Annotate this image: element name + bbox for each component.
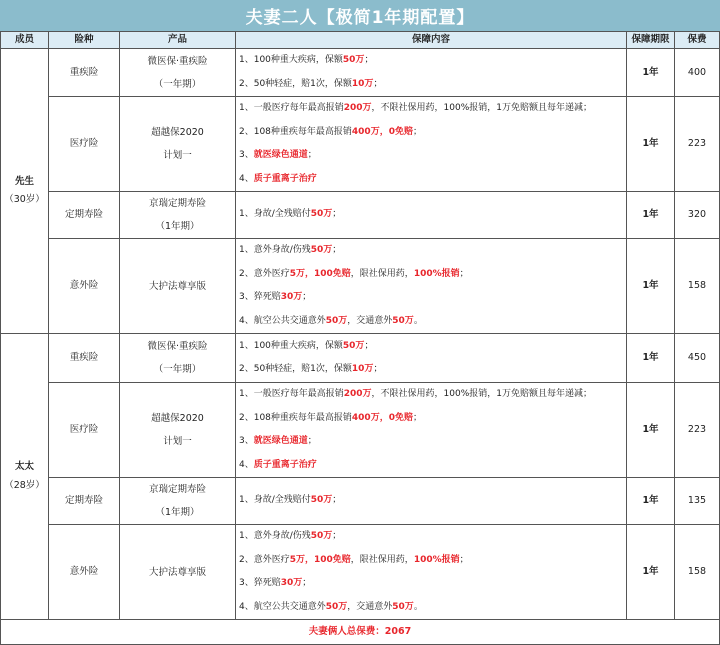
coverage-item xyxy=(239,383,626,407)
coverage-item xyxy=(239,358,626,382)
product-name-line: 大护法尊享版 xyxy=(148,566,206,578)
coverage-text: ； xyxy=(302,578,312,588)
coverage-term: 1年 xyxy=(627,478,675,525)
coverage-cell xyxy=(236,239,627,334)
premium-value: 450 xyxy=(675,334,720,383)
product-cell xyxy=(120,192,236,239)
member-name: 太太 xyxy=(14,461,34,473)
coverage-highlight: 50万 xyxy=(310,209,333,220)
coverage-highlight: 10万 xyxy=(351,78,374,89)
coverage-text: ，限社保用药， xyxy=(350,268,414,279)
coverage-highlight: 50万 xyxy=(310,245,333,255)
coverage-highlight: 400万，0免赔 xyxy=(351,126,413,137)
coverage-cell xyxy=(236,525,627,620)
coverage-text: ； xyxy=(373,78,383,89)
table-row xyxy=(1,334,720,383)
table-row xyxy=(1,478,720,525)
insurance-type: 定期寿险 xyxy=(49,478,120,525)
premium-value: 158 xyxy=(675,525,720,620)
product-cell xyxy=(120,49,236,97)
header-type: 险种 xyxy=(49,32,120,49)
product-name-line: （一年期） xyxy=(153,78,202,90)
coverage-text: 3、 xyxy=(239,436,254,446)
coverage-term: 1年 xyxy=(627,97,675,192)
coverage-item xyxy=(239,203,626,227)
product-name-line: 微医保·重疾险 xyxy=(147,55,208,67)
premium-value: 223 xyxy=(675,383,720,478)
member-age: （28岁） xyxy=(4,479,45,491)
coverage-text: 1、一般医疗每年最高报销 xyxy=(239,389,344,399)
coverage-item xyxy=(239,596,626,620)
coverage-text: 3、猝死赔 xyxy=(239,292,281,302)
coverage-text: 4、 xyxy=(239,459,254,470)
coverage-text: 2、50种轻症，赔1次，保额 xyxy=(239,78,352,89)
insurance-type: 意外险 xyxy=(49,525,120,620)
premium-value: 400 xyxy=(675,49,720,97)
coverage-text: 1、意外身故/伤残 xyxy=(239,531,311,541)
header-row xyxy=(1,32,720,49)
insurance-type: 定期寿险 xyxy=(49,192,120,239)
page-title: 夫妻二人【极简1年期配置】 xyxy=(0,0,720,31)
coverage-highlight: 100%报销 xyxy=(413,554,460,565)
coverage-text: ； xyxy=(307,436,317,446)
coverage-text: 1、100种重大疾病，保额 xyxy=(239,55,343,65)
coverage-cell xyxy=(236,383,627,478)
coverage-item xyxy=(239,454,626,478)
coverage-highlight: 30万 xyxy=(280,578,303,588)
product-name-line: 计划一 xyxy=(163,150,192,161)
product-name-line: 微医保·重疾险 xyxy=(147,341,208,352)
coverage-highlight: 50万 xyxy=(310,531,333,541)
coverage-text: ； xyxy=(307,150,317,160)
table-row xyxy=(1,49,720,97)
coverage-text: ； xyxy=(332,245,342,255)
coverage-text: 。 xyxy=(413,315,423,326)
insurance-type: 重疾险 xyxy=(49,334,120,383)
coverage-text: 2、意外医疗 xyxy=(239,268,290,279)
coverage-cell xyxy=(236,49,627,97)
product-cell xyxy=(120,239,236,334)
coverage-text: ； xyxy=(364,340,374,351)
coverage-highlight: 50万 xyxy=(342,55,365,65)
total-premium: 夫妻俩人总保费：2067 xyxy=(1,620,720,645)
coverage-item xyxy=(239,489,626,513)
coverage-text: ，交通意外 xyxy=(347,315,393,326)
coverage-text: 4、航空公共交通意外 xyxy=(239,601,326,612)
coverage-term: 1年 xyxy=(627,49,675,97)
product-cell xyxy=(120,383,236,478)
coverage-text: ； xyxy=(373,364,383,374)
coverage-highlight: 50万 xyxy=(392,601,414,612)
header-product: 产品 xyxy=(120,32,236,49)
coverage-cell xyxy=(236,334,627,383)
coverage-term: 1年 xyxy=(627,334,675,383)
coverage-highlight: 质子重离子治疗 xyxy=(253,173,317,184)
product-cell xyxy=(120,525,236,620)
table-row xyxy=(1,192,720,239)
coverage-text: ； xyxy=(412,412,422,423)
product-name-line: （1年期） xyxy=(155,507,200,518)
product-name-line: 超越保2020 xyxy=(151,413,204,424)
coverage-item xyxy=(239,335,626,359)
premium-value: 223 xyxy=(675,97,720,192)
product-name-line: 计划一 xyxy=(163,436,192,447)
coverage-item xyxy=(239,407,626,431)
coverage-item xyxy=(239,430,626,454)
coverage-text: ； xyxy=(364,55,374,65)
coverage-text: ； xyxy=(332,209,342,220)
coverage-item xyxy=(239,525,626,549)
insurance-type: 重疾险 xyxy=(49,49,120,97)
product-name-line: 京瑞定期寿险 xyxy=(148,484,206,495)
coverage-highlight: 100%报销 xyxy=(413,268,460,279)
coverage-highlight: 10万 xyxy=(351,364,374,374)
coverage-highlight: 400万，0免赔 xyxy=(351,412,413,423)
coverage-cell xyxy=(236,478,627,525)
header-premium: 保费 xyxy=(675,32,720,49)
member-age: （30岁） xyxy=(4,194,45,205)
insurance-type: 医疗险 xyxy=(49,97,120,192)
coverage-highlight: 50万 xyxy=(325,315,348,326)
member-name: 先生 xyxy=(14,175,34,187)
product-cell xyxy=(120,478,236,525)
coverage-text: ； xyxy=(332,495,342,506)
coverage-text: 2、意外医疗 xyxy=(239,554,290,565)
coverage-text: 1、100种重大疾病，保额 xyxy=(239,340,343,351)
coverage-item xyxy=(239,144,626,168)
header-coverage: 保障内容 xyxy=(236,32,627,49)
coverage-text: 2、108种重疾每年最高报销 xyxy=(239,126,352,137)
coverage-item xyxy=(239,168,626,192)
coverage-text: 4、 xyxy=(239,173,254,184)
coverage-highlight: 200万 xyxy=(343,389,372,399)
table-row xyxy=(1,525,720,620)
coverage-highlight: 200万 xyxy=(343,103,372,113)
coverage-item xyxy=(239,549,626,573)
coverage-cell xyxy=(236,192,627,239)
coverage-item xyxy=(239,286,626,310)
coverage-highlight: 就医绿色通道 xyxy=(253,436,308,446)
insurance-type: 医疗险 xyxy=(49,383,120,478)
product-cell xyxy=(120,334,236,383)
coverage-text: 2、50种轻症，赔1次，保额 xyxy=(239,364,352,374)
plan-table-body xyxy=(1,49,720,645)
coverage-text: 3、猝死赔 xyxy=(239,578,281,588)
header-member: 成员 xyxy=(1,32,49,49)
member-cell xyxy=(1,334,49,620)
total-row xyxy=(1,620,720,645)
member-cell xyxy=(1,49,49,334)
coverage-text: ，交通意外 xyxy=(347,601,393,612)
coverage-highlight: 50万 xyxy=(325,601,348,612)
header-term: 保障期限 xyxy=(627,32,675,49)
coverage-term: 1年 xyxy=(627,192,675,239)
coverage-text: ； xyxy=(459,268,469,279)
product-name-line: 大护法尊享版 xyxy=(148,280,206,292)
premium-value: 158 xyxy=(675,239,720,334)
coverage-term: 1年 xyxy=(627,383,675,478)
coverage-item xyxy=(239,121,626,145)
coverage-text: 4、航空公共交通意外 xyxy=(239,315,326,326)
coverage-text: ； xyxy=(459,554,469,565)
product-name-line: （一年期） xyxy=(153,364,202,375)
coverage-highlight: 就医绿色通道 xyxy=(253,150,308,160)
product-name-line: 京瑞定期寿险 xyxy=(148,198,206,209)
coverage-item xyxy=(239,310,626,334)
coverage-item xyxy=(239,73,626,97)
coverage-highlight: 30万 xyxy=(280,292,303,302)
coverage-text: ，不限社保用药，100%报销，1万免赔额且每年递减； xyxy=(371,103,592,113)
coverage-text: ； xyxy=(332,531,342,541)
coverage-text: 。 xyxy=(413,601,423,612)
coverage-text: 1、一般医疗每年最高报销 xyxy=(239,103,344,113)
coverage-item xyxy=(239,97,626,121)
coverage-text: ； xyxy=(302,292,312,302)
product-cell xyxy=(120,97,236,192)
coverage-text: 1、身故/全残赔付 xyxy=(239,495,311,506)
table-row xyxy=(1,239,720,334)
coverage-item xyxy=(239,49,626,73)
premium-value: 320 xyxy=(675,192,720,239)
coverage-cell xyxy=(236,97,627,192)
coverage-text: ； xyxy=(412,126,422,137)
coverage-text: 2、108种重疾每年最高报销 xyxy=(239,412,352,423)
coverage-item xyxy=(239,572,626,596)
premium-value: 135 xyxy=(675,478,720,525)
coverage-text: ，限社保用药， xyxy=(350,554,414,565)
coverage-highlight: 5万，100免赔 xyxy=(289,554,351,565)
coverage-item xyxy=(239,239,626,263)
coverage-text: ，不限社保用药，100%报销，1万免赔额且每年递减； xyxy=(371,389,592,399)
coverage-text: 1、意外身故/伤残 xyxy=(239,245,311,255)
coverage-term: 1年 xyxy=(627,525,675,620)
coverage-highlight: 5万，100免赔 xyxy=(289,268,351,279)
coverage-text: 1、身故/全残赔付 xyxy=(239,209,311,220)
coverage-highlight: 50万 xyxy=(342,340,365,351)
table-row xyxy=(1,97,720,192)
coverage-highlight: 50万 xyxy=(310,495,333,506)
coverage-text: 3、 xyxy=(239,150,254,160)
coverage-term: 1年 xyxy=(627,239,675,334)
coverage-item xyxy=(239,263,626,287)
plan-table xyxy=(0,31,720,645)
product-name-line: 超越保2020 xyxy=(151,127,204,138)
table-row xyxy=(1,383,720,478)
product-name-line: （1年期） xyxy=(155,221,200,232)
coverage-highlight: 质子重离子治疗 xyxy=(253,459,317,470)
insurance-type: 意外险 xyxy=(49,239,120,334)
coverage-highlight: 50万 xyxy=(392,315,414,326)
